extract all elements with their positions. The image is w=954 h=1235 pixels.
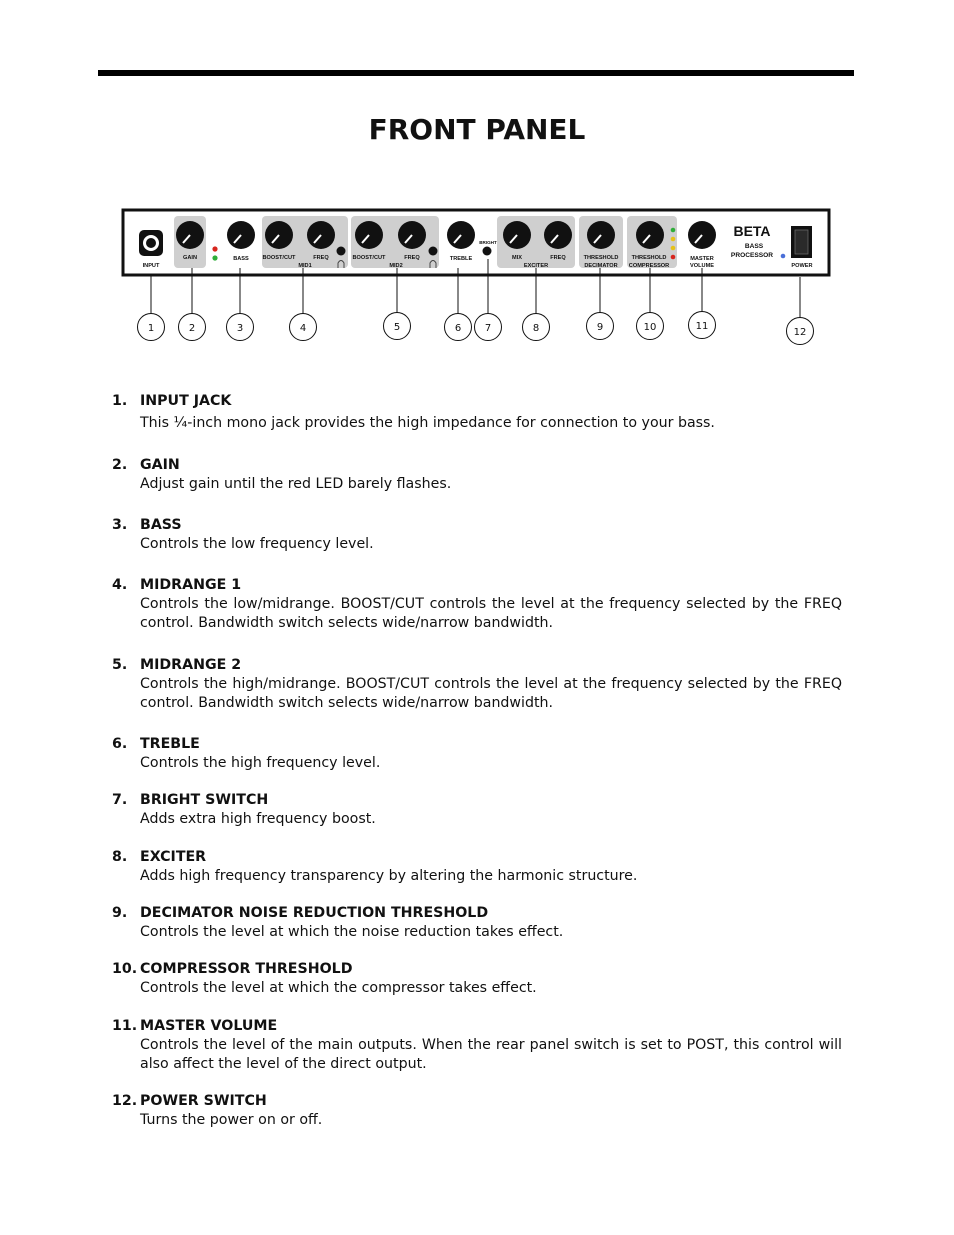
callout-number-7: 7 xyxy=(484,323,492,334)
item-midrange-2 xyxy=(112,656,842,713)
callout-number-1: 1 xyxy=(147,323,155,334)
item-description: Controls the level at which the compressor takes effect. xyxy=(140,980,537,996)
panel-label-bright: BRIGHT xyxy=(479,240,497,245)
compressor-led-yellow-2-icon xyxy=(671,246,676,251)
item-heading: DECIMATOR NOISE REDUCTION THRESHOLD xyxy=(140,905,489,921)
item-number: 3. xyxy=(112,517,128,533)
callout-number-11: 11 xyxy=(695,321,709,332)
item-description: Controls the level at which the noise reduction takes effect. xyxy=(140,924,564,940)
gain-clip-led-icon xyxy=(212,246,217,251)
panel-label-master: MASTER xyxy=(690,256,714,262)
panel-label-threshold-comp: THRESHOLD xyxy=(631,255,667,261)
item-description: Adds high frequency transparency by altering the harmonic structure. xyxy=(140,868,638,884)
item-master-volume xyxy=(112,1017,842,1074)
gain-signal-led-icon xyxy=(212,255,217,260)
panel-label-compressor: COMPRESSOR xyxy=(628,263,670,269)
item-number: 1. xyxy=(112,393,128,409)
item-heading: BRIGHT SWITCH xyxy=(140,792,269,808)
power-switch-icon xyxy=(791,226,812,258)
panel-label-mix: MIX xyxy=(512,255,522,261)
callout-number-5: 5 xyxy=(393,322,401,333)
item-number: 11. xyxy=(112,1018,138,1034)
callout-number-2: 2 xyxy=(188,323,196,334)
item-gain xyxy=(112,456,842,494)
mid2-boost-knob-icon xyxy=(355,221,383,249)
item-description: Controls the high/midrange. BOOST/CUT controls the level at the frequency selected by the FREQ control. Bandwidth switch selects wide/narrow bandwidth. xyxy=(140,676,842,711)
item-number: 2. xyxy=(112,457,128,473)
panel-brand-sub-1: BASS xyxy=(744,243,764,250)
mid1-freq-knob-icon xyxy=(307,221,335,249)
decimator-knob-icon xyxy=(587,221,615,249)
panel-label-gain: GAIN xyxy=(183,255,197,261)
item-number: 10. xyxy=(112,961,138,977)
item-input-jack xyxy=(112,392,842,433)
item-description: Adds extra high frequency boost. xyxy=(140,811,376,827)
item-description: This ¼-inch mono jack provides the high impedance for connection to your bass. xyxy=(140,415,715,431)
item-bright-switch xyxy=(112,791,842,829)
item-heading: MIDRANGE 2 xyxy=(140,657,242,673)
power-led-icon xyxy=(781,254,786,259)
item-description: Controls the high frequency level. xyxy=(140,755,381,771)
panel-label-mid1: MID1 xyxy=(298,263,312,269)
item-decimator xyxy=(112,904,842,942)
mid1-boost-knob-icon xyxy=(265,221,293,249)
panel-label-decimator: DECIMATOR xyxy=(584,263,618,269)
panel-label-exciter-freq: FREQ xyxy=(550,255,566,261)
item-midrange-1 xyxy=(112,576,842,633)
item-heading: EXCITER xyxy=(140,849,207,865)
item-number: 4. xyxy=(112,577,128,593)
panel-brand-sub-2: PROCESSOR xyxy=(730,252,774,259)
item-heading: COMPRESSOR THRESHOLD xyxy=(140,961,353,977)
callout-number-12: 12 xyxy=(793,327,807,338)
item-description: Controls the level of the main outputs. When the rear panel switch is set to POST, this control will also affect the level of the direct output. xyxy=(140,1037,842,1072)
page-title: FRONT PANEL xyxy=(368,113,586,146)
item-heading: MIDRANGE 1 xyxy=(140,577,242,593)
panel-label-power: POWER xyxy=(791,263,813,269)
top-rule xyxy=(98,70,854,76)
item-bass xyxy=(112,516,842,554)
item-exciter xyxy=(112,848,842,886)
gain-knob-icon xyxy=(176,221,204,249)
item-number: 12. xyxy=(112,1093,138,1109)
exciter-mix-knob-icon xyxy=(503,221,531,249)
callout-number-9: 9 xyxy=(596,322,604,333)
panel-label-mid1-freq: FREQ xyxy=(313,255,329,261)
callout-number-8: 8 xyxy=(532,323,540,334)
compressor-led-yellow-1-icon xyxy=(671,237,676,242)
front-panel-diagram xyxy=(118,205,838,350)
panel-label-exciter: EXCITER xyxy=(523,263,549,269)
item-number: 6. xyxy=(112,736,128,752)
callout-number-10: 10 xyxy=(643,322,657,333)
item-number: 7. xyxy=(112,792,128,808)
item-description: Turns the power on or off. xyxy=(140,1112,323,1128)
item-description: Controls the low/midrange. BOOST/CUT controls the level at the frequency selected by the FREQ control. Bandwidth switch selects wide/narrow bandwidth. xyxy=(140,596,842,631)
compressor-led-red-icon xyxy=(671,255,676,260)
item-heading: POWER SWITCH xyxy=(140,1093,267,1109)
callout-number-6: 6 xyxy=(454,323,462,334)
item-heading: BASS xyxy=(140,517,182,533)
panel-label-treble: TREBLE xyxy=(449,256,473,262)
panel-outline xyxy=(123,210,829,275)
item-description: Controls the low frequency level. xyxy=(140,536,374,552)
item-number: 8. xyxy=(112,849,128,865)
panel-label-input: INPUT xyxy=(142,263,160,269)
panel-label-mid2-boost: BOOST/CUT xyxy=(352,255,386,261)
panel-label-bass: BASS xyxy=(233,256,249,262)
mid2-freq-knob-icon xyxy=(398,221,426,249)
item-compressor xyxy=(112,960,842,998)
item-number: 9. xyxy=(112,905,128,921)
item-heading: GAIN xyxy=(140,457,180,473)
bass-knob-icon xyxy=(227,221,255,249)
bright-switch-icon xyxy=(483,247,492,256)
item-heading: MASTER VOLUME xyxy=(140,1018,278,1034)
treble-knob-icon xyxy=(447,221,475,249)
callout-number-4: 4 xyxy=(299,323,307,334)
exciter-freq-knob-icon xyxy=(544,221,572,249)
item-description: Adjust gain until the red LED barely flashes. xyxy=(140,476,452,492)
item-heading: TREBLE xyxy=(140,736,200,752)
panel-label-threshold-dec: THRESHOLD xyxy=(583,255,619,261)
panel-label-mid2: MID2 xyxy=(389,263,403,269)
item-number: 5. xyxy=(112,657,128,673)
compressor-led-green-icon xyxy=(671,228,676,233)
callout-number-3: 3 xyxy=(236,323,244,334)
item-power-switch xyxy=(112,1092,842,1130)
master-volume-knob-icon xyxy=(688,221,716,249)
item-heading: INPUT JACK xyxy=(140,393,232,409)
input-jack-icon xyxy=(139,230,163,256)
compressor-knob-icon xyxy=(636,221,664,249)
panel-label-mid1-boost: BOOST/CUT xyxy=(262,255,296,261)
panel-brand: BETA xyxy=(733,223,771,239)
panel-label-mid2-freq: FREQ xyxy=(404,255,420,261)
item-treble xyxy=(112,735,842,773)
panel-label-volume: VOLUME xyxy=(690,263,714,269)
